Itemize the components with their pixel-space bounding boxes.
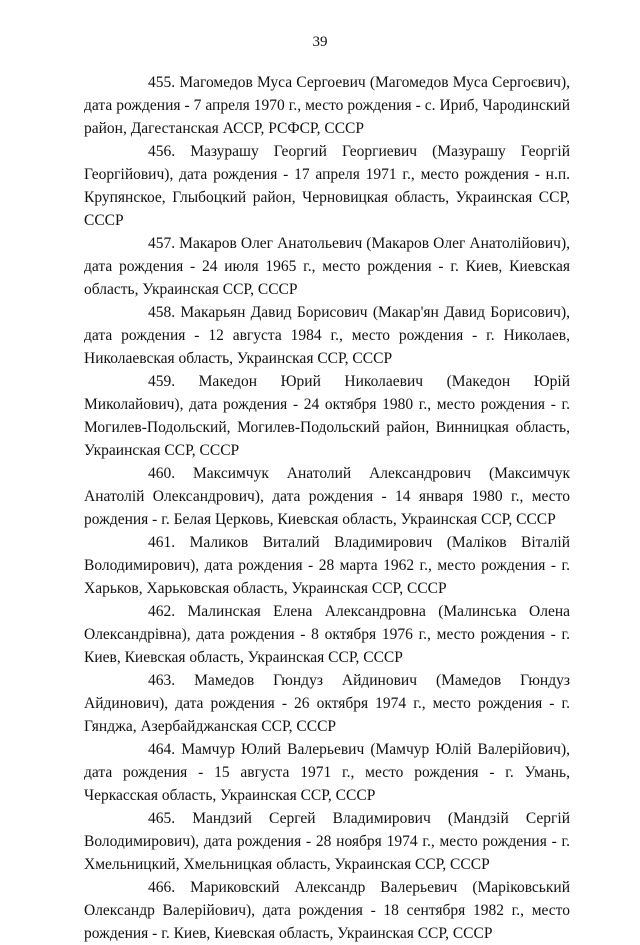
list-item: 463. Мамедов Гюндуз Айдинович (Мамедов Гюндуз Айдинович), дата рождения - 26 октября 1974 г., место рождения - г. Гянджа, Азербайджанская ССР, СССР (84, 672, 570, 735)
list-item: 464. Мамчур Юлий Валерьевич (Мамчур Юлій Валерійович), дата рождения - 15 августа 1971 г., место рождения - г. Умань, Черкасская область, Украинская ССР, СССР (84, 741, 570, 804)
list-item: 461. Маликов Виталий Владимирович (Маліков Віталій Володимирович), дата рождения - 28 марта 1962 г., место рождения - г. Харьков, Харьковская область, Украинская ССР, СССР (84, 534, 570, 597)
list-item: 456. Мазурашу Георгий Георгиевич (Мазурашу Георгій Георгійович), дата рождения - 17 апреля 1971 г., место рождения - н.п. Крупянское, Глыбоцкий район, Черновицкая область, Украинская ССР, СССР (84, 143, 570, 229)
list-item: 460. Максимчук Анатолий Александрович (Максимчук Анатолій Олександрович), дата рождения - 14 января 1980 г., место рождения - г. Белая Церковь, Киевская область, Украинская ССР, СССР (84, 465, 570, 528)
list-item: 455. Магомедов Муса Сергоевич (Магомедов Муса Сергоєвич), дата рождения - 7 апреля 1970 г., место рождения - с. Ириб, Чародинский район, Дагестанская АССР, РСФСР, СССР (84, 74, 570, 137)
page-number: 39 (312, 34, 328, 50)
list-item: 466. Мариковский Александр Валерьевич (Маріковський Олександр Валерійович), дата рождения - 18 сентября 1982 г., место рождения - г. Киев, Киевская область, Украинская ССР, СССР (84, 879, 570, 942)
list-item: 458. Макарьян Давид Борисович (Макар'ян Давид Борисович), дата рождения - 12 августа 1984 г., место рождения - г. Николаев, Николаевская область, Украинская ССР, СССР (84, 304, 570, 367)
list-item: 462. Малинская Елена Александровна (Малинська Олена Олександрівна), дата рождения - 8 октября 1976 г., место рождения - г. Киев, Киевская область, Украинская ССР, СССР (84, 603, 570, 666)
list-item: 465. Мандзий Сергей Владимирович (Мандзій Сергій Володимирович), дата рождения - 28 ноября 1974 г., место рождения - г. Хмельницкий, Хмельницкая область, Украинская ССР, СССР (84, 810, 570, 873)
entry-list (84, 71, 570, 945)
list-item: 459. Македон Юрий Николаевич (Македон Юрій Миколайович), дата рождения - 24 октября 1980 г., место рождения - г. Могилев-Подольский, Могилев-Подольский район, Винницкая область, Украинская ССР, СССР (84, 373, 570, 459)
list-item: 457. Макаров Олег Анатольевич (Макаров Олег Анатолійович), дата рождения - 24 июля 1965 г., место рождения - г. Киев, Киевская область, Украинская ССР, СССР (84, 235, 570, 298)
